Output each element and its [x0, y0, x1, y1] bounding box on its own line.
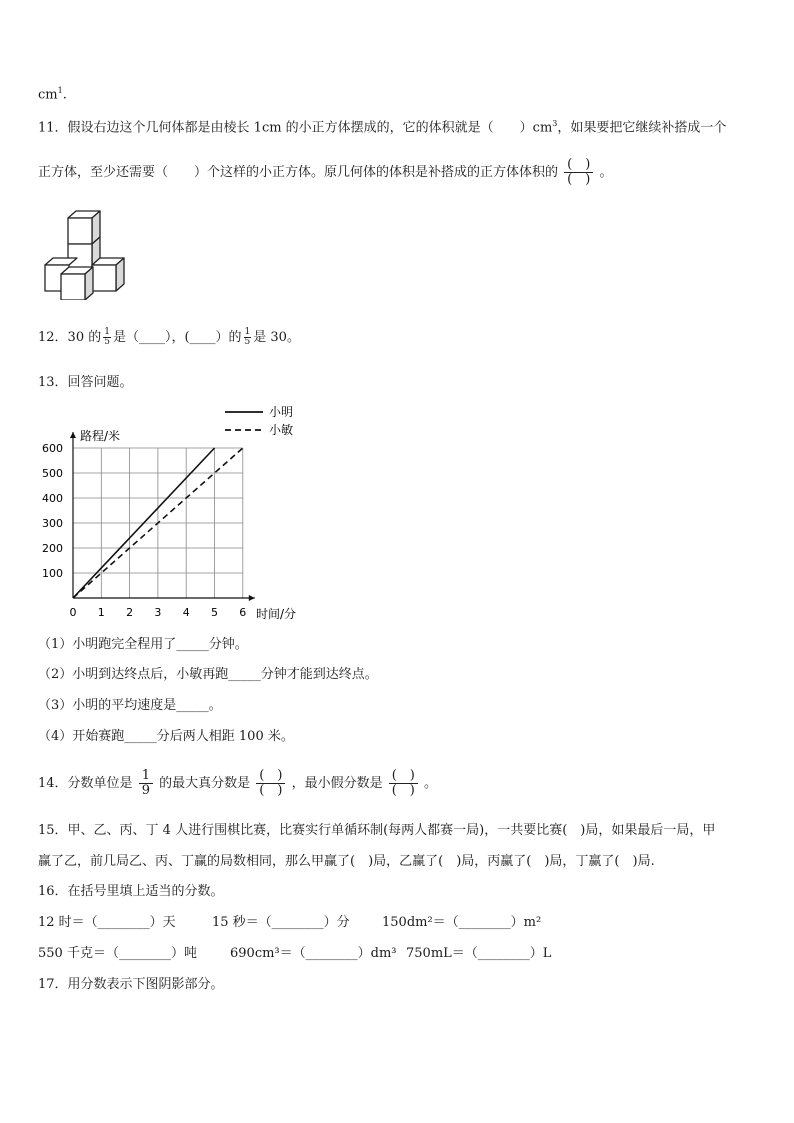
chart-y-axis-label: 路程/米 — [80, 429, 121, 443]
q11-frac-den: ( ) — [567, 172, 591, 187]
q12-text-a: 12．30 的 — [38, 330, 102, 345]
y-tick-label: 600 — [42, 442, 63, 455]
q16-row2-item1: 550 千克＝（________）吨 — [38, 946, 197, 961]
q12-line — [38, 328, 300, 347]
cube-front-1 — [68, 218, 92, 244]
q14-text-b: 的最大真分数是 — [159, 776, 251, 791]
q13-sub1: （1）小明跑完全程用了_____分钟。 — [38, 637, 248, 652]
q11-text-a: 11．假设右边这个几何体都是由棱长 1cm 的小正方体摆成的，它的体积就是（ ）cm — [38, 120, 553, 136]
q14-f2-den: ( ) — [391, 783, 415, 798]
q14-line — [38, 764, 437, 804]
y-tick-label: 100 — [42, 567, 63, 580]
legend-label: 小明 — [269, 405, 294, 419]
q12-frac1-den: 5 — [104, 337, 110, 347]
q11-text-end: 。 — [599, 165, 613, 180]
cube-front-front — [61, 274, 85, 300]
y-tick-label: 400 — [42, 492, 63, 505]
q16-title: 16．在括号里填上适当的分数。 — [38, 884, 224, 899]
q11-text-c: 正方体，至少还需要（ ）个这样的小正方体。原几何体的体积是补搭成的正方体体积的 — [38, 165, 559, 180]
legend-label: 小敏 — [269, 423, 294, 437]
x-tick-label: 1 — [97, 606, 105, 619]
q10-tail — [38, 82, 67, 104]
q11-frac-num: ( ) — [564, 158, 593, 173]
q13-sub3: （3）小明的平均速度是_____。 — [38, 698, 222, 713]
q14-fraction-1 — [256, 769, 285, 798]
q12-text-c: 是 30。 — [253, 330, 300, 345]
chart-x-axis-label: 时间/分 — [256, 607, 297, 621]
q12-frac2-den: 5 — [244, 337, 251, 347]
q17-title: 17．用分数表示下图阴影部分。 — [38, 977, 224, 992]
q10-tail-sup: 1 — [57, 86, 63, 95]
chart-legend — [225, 405, 293, 437]
cube-figure — [40, 208, 130, 300]
x-tick-label: 0 — [69, 606, 77, 619]
q14-f1-den: ( ) — [259, 783, 283, 798]
y-axis-arrow — [70, 432, 76, 438]
q10-tail-end: . — [62, 87, 67, 103]
x-tick-label: 4 — [182, 606, 190, 619]
q11-text-b: ，如果要把它继续补搭成一个 — [557, 120, 727, 136]
x-tick-label: 2 — [126, 606, 134, 619]
x-tick-label: 5 — [211, 606, 218, 619]
cube-front-right — [92, 265, 116, 291]
distance-time-chart — [30, 400, 330, 625]
q16-row2-item3: 750mL＝（________）L — [406, 946, 552, 961]
q14-f1-num: ( ) — [256, 769, 285, 784]
q15-line2: 赢了乙，前几局乙、丙、丁赢的局数相同，那么甲赢了( )局，乙赢了( )局，丙赢了( )局，丁赢了( )局. — [38, 854, 655, 869]
q14-text-a: 14．分数单位是 — [38, 776, 133, 791]
x-tick-label: 3 — [154, 606, 162, 619]
x-tick-label: 6 — [239, 606, 247, 619]
y-tick-label: 300 — [42, 517, 63, 530]
q14-unit-num: 1 — [139, 769, 153, 784]
q12-frac2-num: 1 — [244, 327, 251, 337]
q11-line1 — [38, 115, 726, 137]
q12-text-b: 是（____），(____）的 — [112, 330, 242, 345]
q14-unit-fraction — [139, 769, 153, 798]
x-axis-arrow — [249, 595, 255, 601]
q14-unit-den: 9 — [141, 783, 150, 798]
q16-row1-item1: 12 时＝（________）天 — [38, 915, 176, 930]
q14-text-c: ，最小假分数是 — [291, 776, 383, 791]
q11-fraction — [564, 158, 593, 187]
q16-row1-item2: 15 秒＝（________）分 — [212, 915, 350, 930]
q13-sub4: （4）开始赛跑_____分后两人相距 100 米。 — [38, 729, 294, 744]
q10-tail-unit: cm — [38, 87, 58, 103]
q14-fraction-2 — [389, 769, 418, 798]
q11-sup: 3 — [552, 119, 558, 128]
q16-row2-item2: 690cm³＝（________）dm³ — [230, 946, 397, 961]
q16-row1-item3: 150dm²＝（________）m² — [382, 915, 542, 930]
q15-line1: 15．甲、乙、丙、丁 4 人进行围棋比赛，比赛实行单循环制(每两人都赛一局)，一共要比赛( )局，如果最后一局，甲 — [38, 823, 716, 838]
q11-line2 — [38, 158, 612, 187]
y-tick-label: 200 — [42, 542, 63, 555]
q12-fraction-1 — [103, 328, 111, 347]
cube-front-2 — [68, 244, 92, 270]
q12-frac1-num: 1 — [104, 327, 110, 337]
y-tick-label: 500 — [42, 467, 63, 480]
q13-title: 13．回答问题。 — [38, 375, 133, 390]
q13-sub2: （2）小明到达终点后，小敏再跑_____分钟才能到达终点。 — [38, 667, 378, 682]
q14-text-d: 。 — [424, 776, 438, 791]
q12-fraction-2 — [244, 328, 252, 347]
q14-f2-num: ( ) — [389, 769, 418, 784]
